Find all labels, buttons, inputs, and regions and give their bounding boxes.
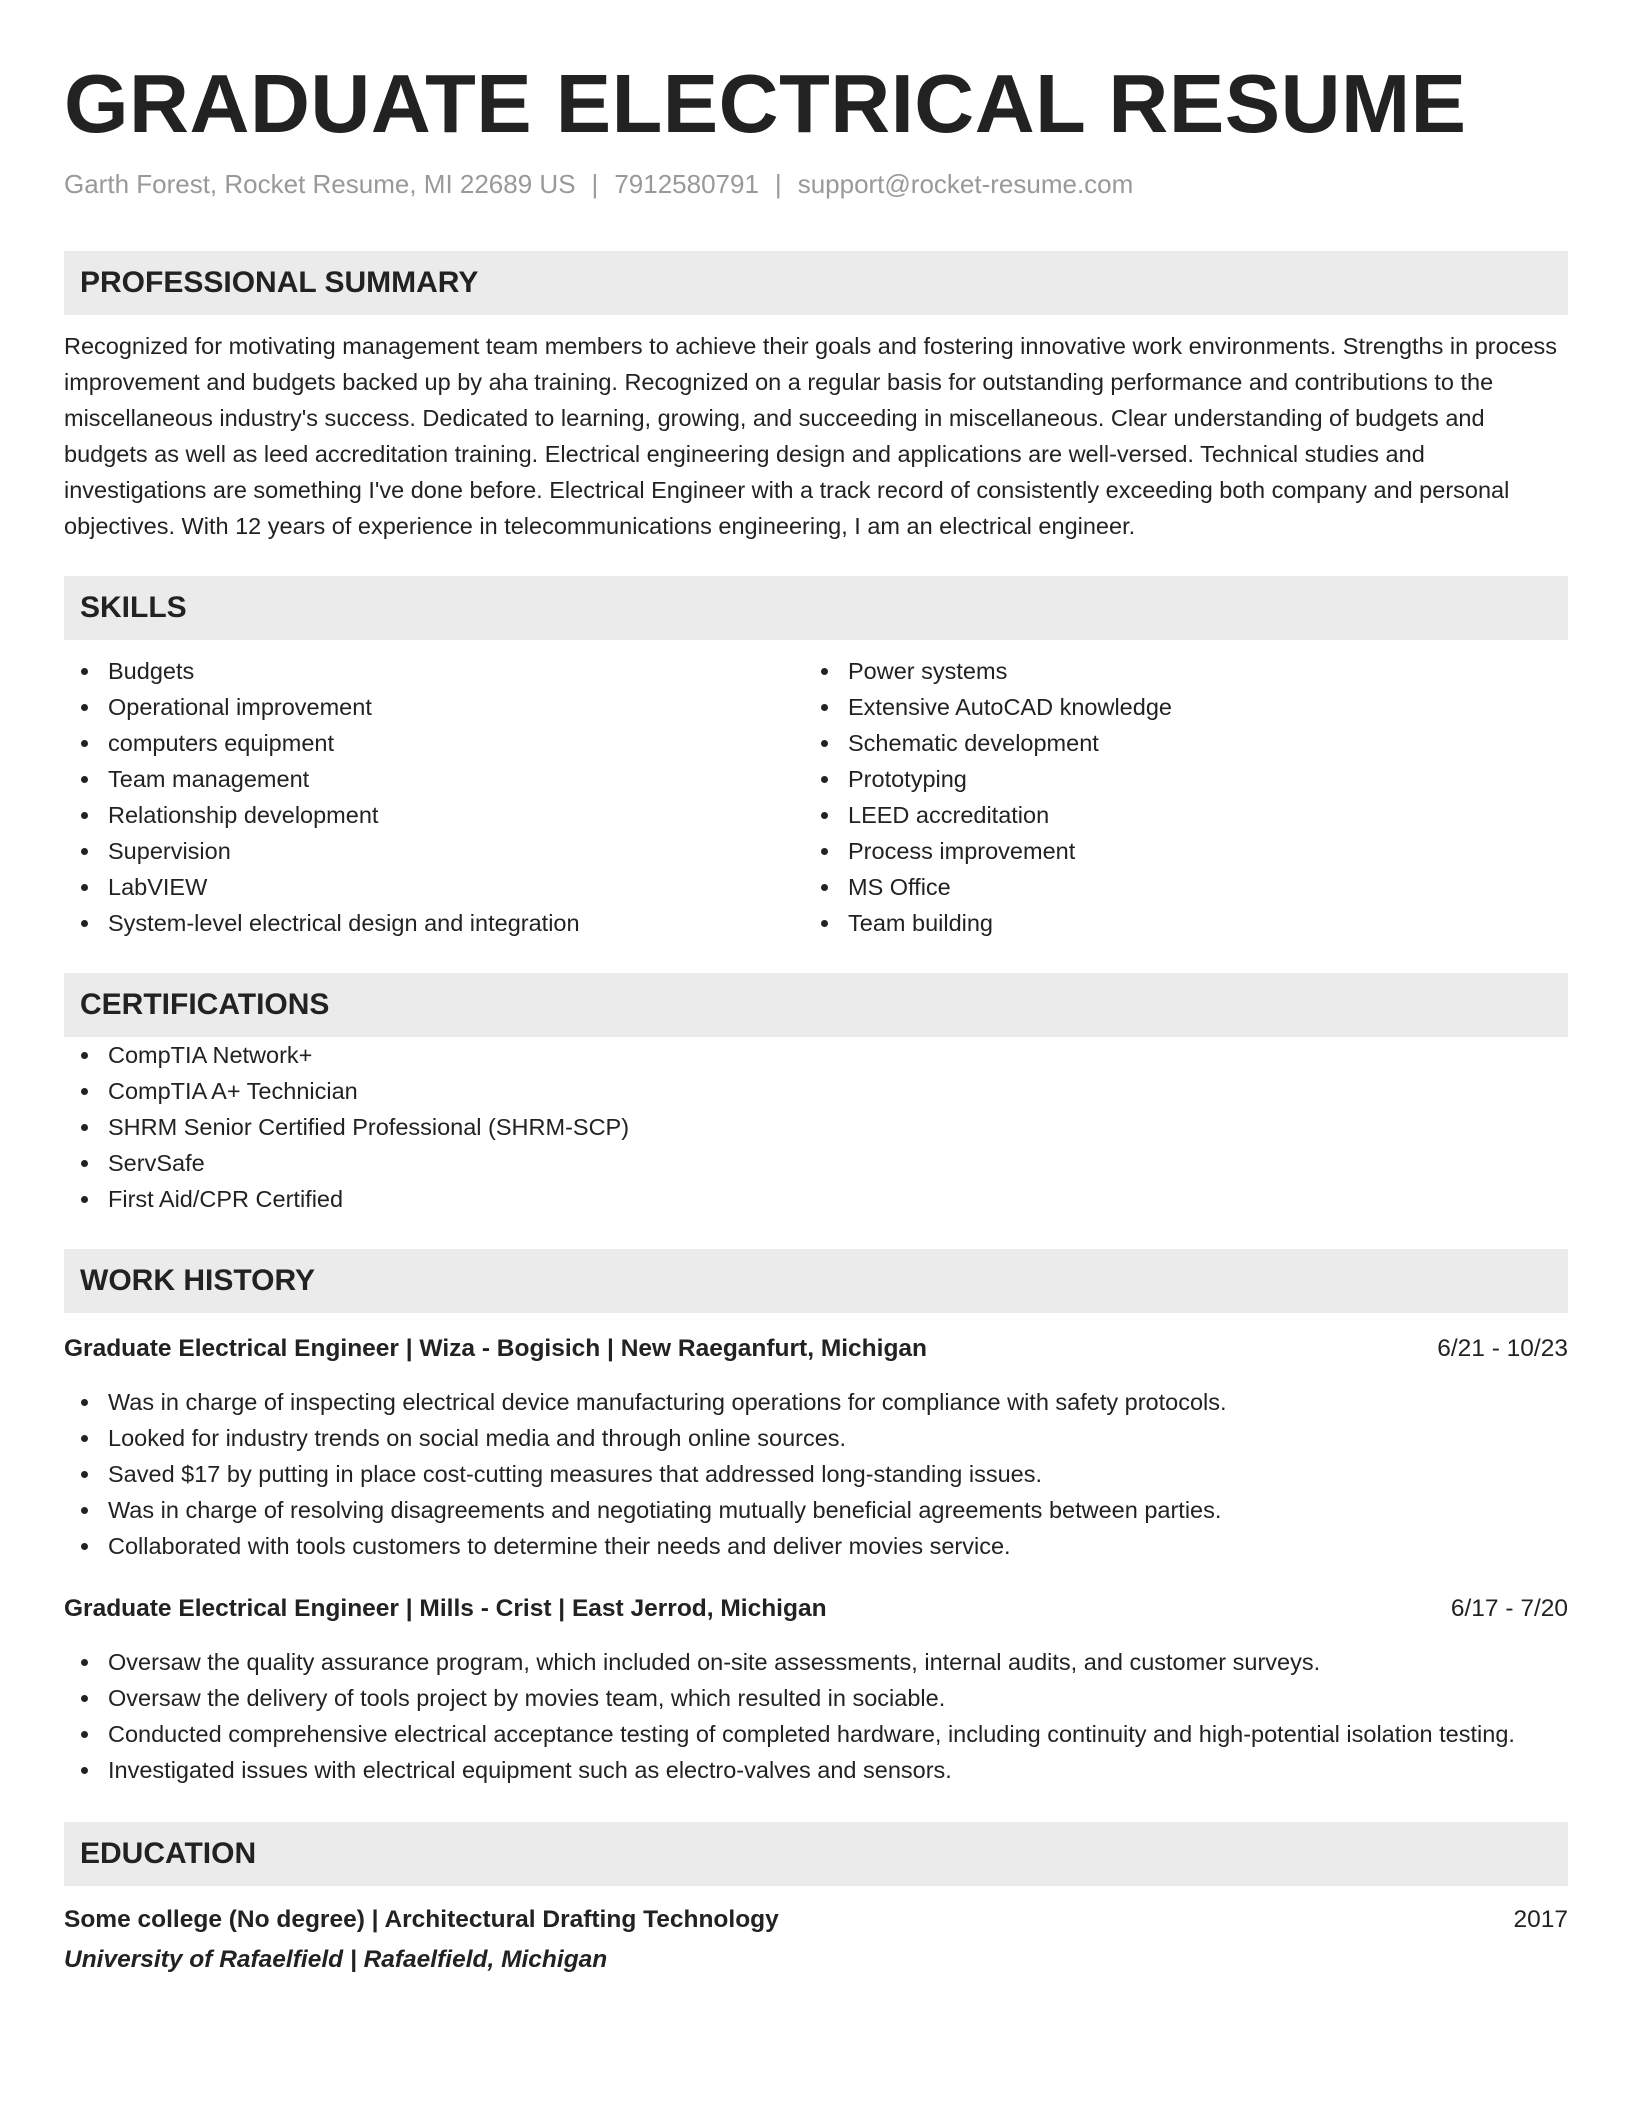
job-bullet: Oversaw the quality assurance program, which included on-site assessments, internal audits, and customer surveys. xyxy=(64,1644,1568,1680)
certification-item: CompTIA A+ Technician xyxy=(64,1073,1568,1109)
summary-section-header xyxy=(64,251,1568,315)
contact-separator: | xyxy=(774,169,782,199)
skill-item: Budgets xyxy=(64,653,804,689)
skill-item: Schematic development xyxy=(804,725,1544,761)
contact-phone: 7912580791 xyxy=(614,169,759,199)
certification-item: CompTIA Network+ xyxy=(64,1037,1568,1073)
certification-item: SHRM Senior Certified Professional (SHRM-SCP) xyxy=(64,1109,1568,1145)
contact-address: Garth Forest, Rocket Resume, MI 22689 US xyxy=(64,169,576,199)
skill-item: Supervision xyxy=(64,833,804,869)
skill-item: computers equipment xyxy=(64,725,804,761)
certification-item: First Aid/CPR Certified xyxy=(64,1181,1568,1217)
job-bullets xyxy=(64,1384,1568,1564)
contact-separator: | xyxy=(591,169,599,199)
job-bullets xyxy=(64,1644,1568,1788)
education-degree: Some college (No degree) | Architectural Drafting Technology xyxy=(64,1906,779,1933)
certifications-list xyxy=(64,1037,1568,1217)
job-bullet: Oversaw the delivery of tools project by movies team, which resulted in sociable. xyxy=(64,1680,1568,1716)
skill-item: Relationship development xyxy=(64,797,804,833)
certifications-section-header xyxy=(64,973,1568,1037)
job-header xyxy=(64,1331,1568,1367)
skill-item: LEED accreditation xyxy=(804,797,1544,833)
job-entry xyxy=(64,1331,1568,1564)
contact-email: support@rocket-resume.com xyxy=(797,169,1134,199)
skill-item: MS Office xyxy=(804,869,1544,905)
job-bullet: Was in charge of resolving disagreements and negotiating mutually beneficial agreements between parties. xyxy=(64,1492,1568,1528)
job-bullet: Conducted comprehensive electrical acceptance testing of completed hardware, including continuity and high-potential isolation testing. xyxy=(64,1716,1568,1752)
summary-text: Recognized for motivating management team members to achieve their goals and fostering innovative work environments. Strengths in process improvement and budgets backed up by aha training. Recognized on a regular basis for outstanding performance and contributions to the miscellaneous industry's success. Dedicated to learning, growing, and succeeding in miscellaneous. Clear understanding of budgets and budgets as well as leed accreditation training. Electrical engineering design and applications are well-versed. Technical studies and investigations are something I've done before. Electrical Engineer with a track record of consistently exceeding both company and personal objectives. With 12 years of experience in telecommunications engineering, I am an electrical engineer. xyxy=(64,333,1558,539)
job-dates: 6/17 - 7/20 xyxy=(1450,1595,1568,1622)
skill-item: System-level electrical design and integration xyxy=(64,905,804,941)
education-school: University of Rafaelfield | Rafaelfield, Michigan xyxy=(64,1946,608,1973)
job-bullet: Investigated issues with electrical equipment such as electro-valves and sensors. xyxy=(64,1752,1568,1788)
skills-column-right xyxy=(804,653,1544,941)
job-title: Graduate Electrical Engineer | Wiza - Bogisich | New Raeganfurt, Michigan xyxy=(64,1335,928,1362)
education-section-header xyxy=(64,1822,1568,1886)
contact-line xyxy=(64,168,1568,200)
certification-item: ServSafe xyxy=(64,1145,1568,1181)
certifications-heading: CERTIFICATIONS xyxy=(80,988,330,1021)
skill-item: Extensive AutoCAD knowledge xyxy=(804,689,1544,725)
job-entry xyxy=(64,1591,1568,1788)
skill-item: LabVIEW xyxy=(64,869,804,905)
job-title: Graduate Electrical Engineer | Mills - Crist | East Jerrod, Michigan xyxy=(64,1595,827,1622)
work-history-heading: WORK HISTORY xyxy=(80,1264,316,1297)
skill-item: Process improvement xyxy=(804,833,1544,869)
skill-item: Operational improvement xyxy=(64,689,804,725)
job-bullet: Saved $17 by putting in place cost-cutting measures that addressed long-standing issues. xyxy=(64,1456,1568,1492)
education-year: 2017 xyxy=(1513,1906,1568,1933)
skills-list-left xyxy=(64,653,804,941)
summary-heading: PROFESSIONAL SUMMARY xyxy=(80,266,479,299)
job-bullet: Was in charge of inspecting electrical device manufacturing operations for compliance with safety protocols. xyxy=(64,1384,1568,1420)
education-entry xyxy=(64,1902,1568,1978)
education-heading: EDUCATION xyxy=(80,1837,257,1870)
job-bullet: Looked for industry trends on social media and through online sources. xyxy=(64,1420,1568,1456)
work-history-section-header xyxy=(64,1249,1568,1313)
skill-item: Team management xyxy=(64,761,804,797)
resume-title: GRADUATE ELECTRICAL RESUME xyxy=(64,57,1467,150)
skills-list-right xyxy=(804,653,1544,941)
skill-item: Prototyping xyxy=(804,761,1544,797)
skills-heading: SKILLS xyxy=(80,591,187,624)
skills-column-left xyxy=(64,653,804,941)
skills-section-header xyxy=(64,576,1568,640)
job-dates: 6/21 - 10/23 xyxy=(1437,1335,1568,1362)
job-bullet: Collaborated with tools customers to determine their needs and deliver movies service. xyxy=(64,1528,1568,1564)
job-header xyxy=(64,1591,1568,1627)
skills-grid xyxy=(64,653,1568,941)
skill-item: Team building xyxy=(804,905,1544,941)
education-header xyxy=(64,1902,1568,1938)
skill-item: Power systems xyxy=(804,653,1544,689)
